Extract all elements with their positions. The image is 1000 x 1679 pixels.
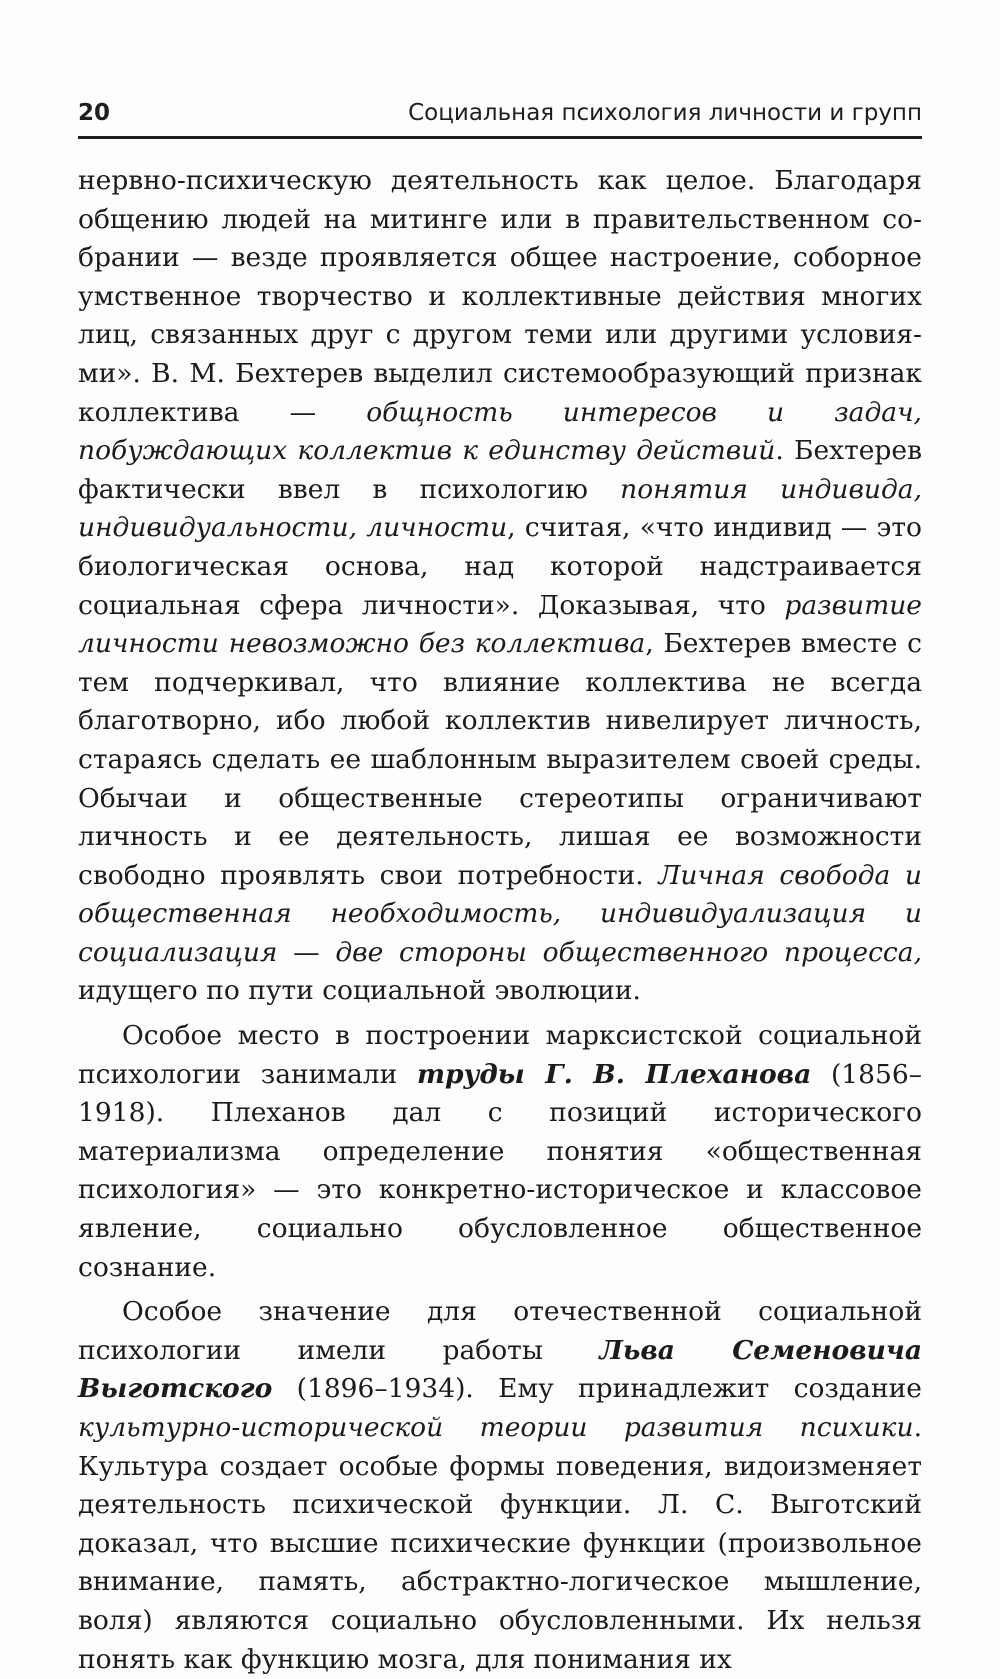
text-span: Особое место в построении марксистской социальной психологии занимали bbox=[78, 1020, 922, 1090]
page-number: 20 bbox=[78, 100, 111, 126]
text-span: . Культура создает особые формы поведения, видоизменяет деятельность психической функции. Л. С. Выготский доказал, что высшие психические функции (произвольное внимание, память, абстрактно-логическое мышление, воля) являются социально обусловленными. Их нельзя понять как функцию мозга, для понимания их bbox=[78, 1412, 922, 1675]
text-span: нервно-психическую деятельность как целое. Благодаря общению людей на митинге или в правительственном собрании — везде проявляется общее настроение, соборное умственное творчество и коллективные действия многих лиц, связанных друг с другом теми или другими условиями». В. М. Бехтерев выделил системообразующий признак коллектива — bbox=[78, 165, 922, 428]
italic-span: общность интересов и задач, побуждающих коллектив к единству действий bbox=[78, 396, 922, 467]
paragraph-1 bbox=[78, 162, 922, 1011]
italic-span: Личная свобода и общественная необходимость, индивидуализация и социализация — две стороны общественного процесса, bbox=[78, 859, 923, 968]
text-span: (1896–1934). Ему принадлежит создание bbox=[272, 1373, 922, 1405]
paragraph-2 bbox=[78, 1017, 922, 1287]
running-head bbox=[78, 92, 922, 126]
bold-italic-span: Льва Семеновича Выготского bbox=[78, 1334, 922, 1405]
italic-span: развитие личности невозможно без коллектива bbox=[78, 589, 922, 660]
bold-italic-span: труды Г. В. Плеханова bbox=[416, 1058, 812, 1090]
running-title: Социальная психология личности и групп bbox=[408, 100, 922, 126]
paragraph-3 bbox=[78, 1293, 922, 1679]
text-span: (1856–1918). Плеханов дал с позиций исторического материализма определение понятия «общественная психология» — это конкретно-историческое и классовое явление, социально обусловленное общественное сознание. bbox=[78, 1058, 922, 1283]
text-span: . Бехтерев фактически ввел в психологию bbox=[78, 435, 922, 505]
header-rule bbox=[78, 136, 922, 139]
text-span: идущего по пути социальной эволюции. bbox=[78, 975, 641, 1007]
text-span: , Бехтерев вместе с тем подчеркивал, что влияние коллектива не всегда благотворно, ибо любой коллектив нивелирует личность, стараясь сделать ее шаблонным выразителем своей среды. Обычаи и общественные стереотипы ограничивают личность и ее деятельность, лишая ее возможности свободно проявлять свои потребности. bbox=[78, 628, 922, 891]
text-span: , считая, «что индивид — это биологическая основа, над которой надстраивается социальная сфера личности». Доказывая, что bbox=[78, 512, 922, 621]
italic-span: понятия индивида, индивидуальности, личности bbox=[78, 473, 922, 544]
text-span: Особое значение для отечественной социальной психологии имели работы bbox=[78, 1296, 922, 1366]
body-text bbox=[78, 162, 922, 1679]
italic-span: культурно-исторической теории развития психики bbox=[78, 1412, 914, 1443]
